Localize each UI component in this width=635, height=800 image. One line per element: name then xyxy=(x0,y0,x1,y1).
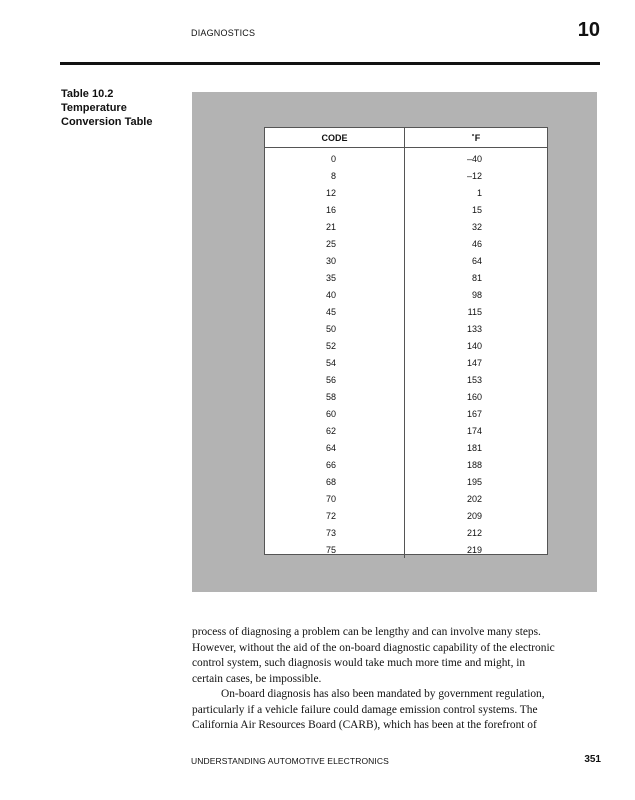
cell-code: 60 xyxy=(265,405,405,422)
cell-fahrenheit: 147 xyxy=(466,357,482,368)
cell-fahrenheit: 195 xyxy=(466,476,482,487)
paragraph-line: On-board diagnosis has also been mandated by government regulation, xyxy=(221,688,545,700)
body-text xyxy=(192,625,607,734)
paragraph-line: control system, such diagnosis would take much more time and might, in xyxy=(192,657,526,669)
cell-code: 16 xyxy=(265,201,405,218)
caption-title-line-1: Temperature xyxy=(61,102,127,114)
paragraph-line: However, without the aid of the on-board diagnostic capability of the electronic xyxy=(192,641,555,654)
cell-fahrenheit: 153 xyxy=(466,374,482,385)
cell-code: 12 xyxy=(265,184,405,201)
table-row xyxy=(265,388,547,405)
table-row xyxy=(265,286,547,303)
paragraph-line: process of diagnosing a problem can be lengthy and can involve many steps. xyxy=(192,626,541,638)
cell-code: 75 xyxy=(265,541,405,558)
header-rule xyxy=(60,62,600,65)
cell-code: 35 xyxy=(265,269,405,286)
table-row xyxy=(265,269,547,286)
cell-code: 66 xyxy=(265,456,405,473)
table-row xyxy=(265,473,547,490)
column-header-code: CODE xyxy=(265,128,405,148)
paragraph-line: California Air Resources Board (CARB), which has been at the forefront of xyxy=(192,719,537,731)
cell-code: 21 xyxy=(265,218,405,235)
cell-code: 0 xyxy=(265,148,405,168)
cell-code: 70 xyxy=(265,490,405,507)
cell-code: 58 xyxy=(265,388,405,405)
cell-fahrenheit: 140 xyxy=(466,340,482,351)
cell-code: 64 xyxy=(265,439,405,456)
cell-code: 45 xyxy=(265,303,405,320)
table-row xyxy=(265,371,547,388)
table-row xyxy=(265,354,547,371)
cell-fahrenheit: 202 xyxy=(466,493,482,504)
table-row xyxy=(265,201,547,218)
page-number: 351 xyxy=(584,754,601,765)
table-row xyxy=(265,218,547,235)
paragraph-line: certain cases, be impossible. xyxy=(192,672,322,685)
cell-code: 56 xyxy=(265,371,405,388)
table-row xyxy=(265,148,547,168)
cell-code: 73 xyxy=(265,524,405,541)
table-row xyxy=(265,184,547,201)
caption-table-number: Table 10.2 xyxy=(61,88,114,100)
cell-fahrenheit: 174 xyxy=(466,425,482,436)
cell-fahrenheit: 46 xyxy=(471,238,482,249)
cell-fahrenheit: 167 xyxy=(466,408,482,419)
cell-fahrenheit: –12 xyxy=(466,170,482,181)
cell-code: 52 xyxy=(265,337,405,354)
cell-fahrenheit: 219 xyxy=(466,544,482,555)
cell-fahrenheit: 64 xyxy=(471,255,482,266)
cell-code: 50 xyxy=(265,320,405,337)
cell-fahrenheit: 133 xyxy=(466,323,482,334)
conversion-table xyxy=(264,127,548,555)
table-row xyxy=(265,490,547,507)
cell-code: 25 xyxy=(265,235,405,252)
cell-code: 72 xyxy=(265,507,405,524)
cell-code: 68 xyxy=(265,473,405,490)
table-row xyxy=(265,303,547,320)
cell-fahrenheit: 209 xyxy=(466,510,482,521)
chapter-number: 10 xyxy=(577,19,600,41)
cell-fahrenheit: 1 xyxy=(476,187,482,198)
table-row xyxy=(265,524,547,541)
table-row xyxy=(265,405,547,422)
table-body xyxy=(265,148,547,559)
caption-title-line-2: Conversion Table xyxy=(61,116,153,128)
cell-fahrenheit: 32 xyxy=(471,221,482,232)
cell-fahrenheit: 188 xyxy=(466,459,482,470)
paragraph-line: particularly if a vehicle failure could damage emission control systems. The xyxy=(192,703,538,716)
table-row xyxy=(265,541,547,558)
table-row xyxy=(265,167,547,184)
cell-code: 8 xyxy=(265,167,405,184)
cell-fahrenheit: 115 xyxy=(467,306,482,317)
column-header-fahrenheit: ˚F xyxy=(405,128,548,148)
cell-code: 30 xyxy=(265,252,405,269)
cell-fahrenheit: 15 xyxy=(471,204,482,215)
running-header-section: DIAGNOSTICS xyxy=(191,28,256,38)
table-row xyxy=(265,320,547,337)
cell-fahrenheit: 160 xyxy=(466,391,482,402)
cell-fahrenheit: –40 xyxy=(466,153,482,164)
table-row xyxy=(265,422,547,439)
table-row xyxy=(265,439,547,456)
cell-fahrenheit: 181 xyxy=(466,442,482,453)
cell-fahrenheit: 212 xyxy=(466,527,482,538)
cell-code: 40 xyxy=(265,286,405,303)
table-row xyxy=(265,337,547,354)
cell-code: 62 xyxy=(265,422,405,439)
cell-fahrenheit: 81 xyxy=(471,272,482,283)
table-row xyxy=(265,235,547,252)
running-footer-title: UNDERSTANDING AUTOMOTIVE ELECTRONICS xyxy=(191,756,389,766)
table-caption xyxy=(61,87,171,129)
table-header-row xyxy=(265,128,547,148)
table-row xyxy=(265,252,547,269)
cell-code: 54 xyxy=(265,354,405,371)
cell-fahrenheit: 98 xyxy=(471,289,482,300)
table-row xyxy=(265,507,547,524)
table-row xyxy=(265,456,547,473)
